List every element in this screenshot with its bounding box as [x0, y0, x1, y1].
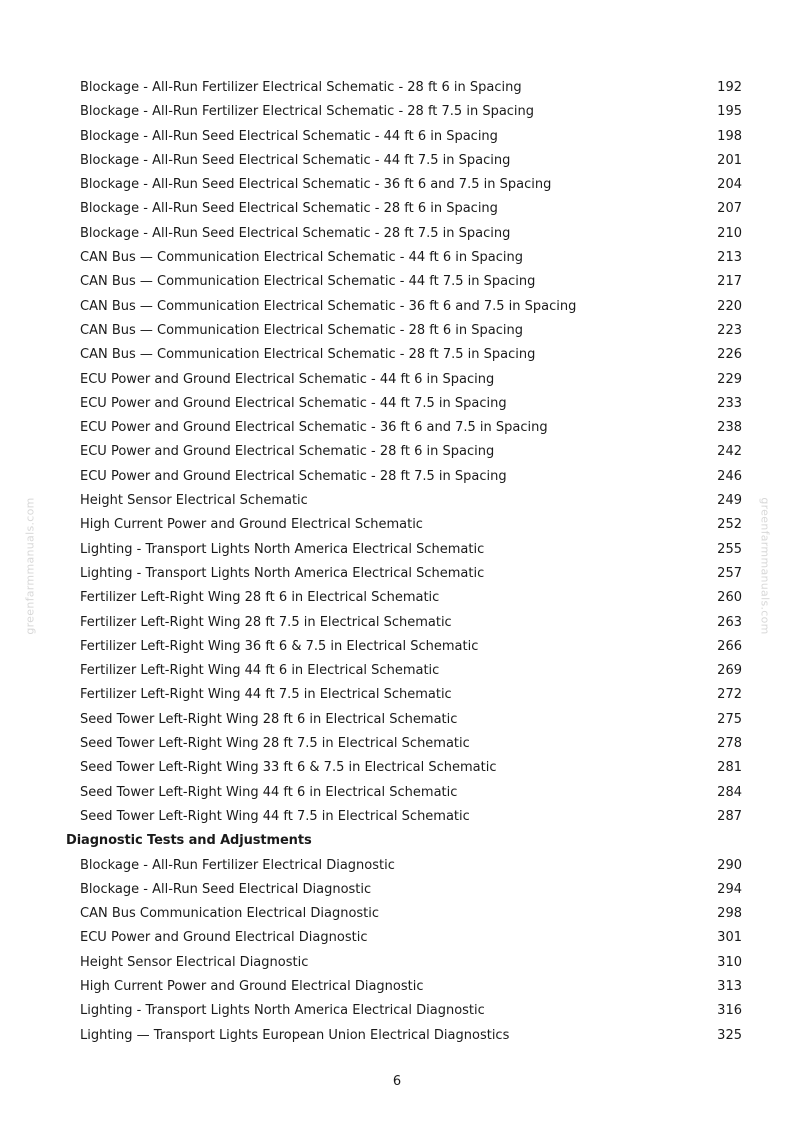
toc-entry[interactable]	[66, 661, 742, 685]
toc-entry-page: 266	[717, 638, 742, 654]
toc-entry-title: CAN Bus — Communication Electrical Schematic - 28 ft 6 in Spacing	[80, 322, 523, 338]
toc-entry[interactable]	[66, 248, 742, 272]
toc-entry[interactable]	[66, 491, 742, 515]
toc-entry-title: Lighting - Transport Lights North America Electrical Schematic	[80, 565, 485, 581]
toc-entry[interactable]	[66, 442, 742, 466]
toc-entry-title: High Current Power and Ground Electrical Schematic	[80, 517, 423, 533]
toc-entry[interactable]	[66, 758, 742, 782]
toc-entry[interactable]	[66, 102, 742, 126]
toc-entry-title: ECU Power and Ground Electrical Schematic - 28 ft 7.5 in Spacing	[80, 468, 507, 484]
toc-entry-title: Fertilizer Left-Right Wing 28 ft 6 in Electrical Schematic	[80, 590, 440, 606]
toc-entry-title: Fertilizer Left-Right Wing 44 ft 7.5 in Electrical Schematic	[80, 687, 452, 703]
toc-entry[interactable]	[66, 345, 742, 369]
toc-entry-page: 294	[717, 881, 742, 897]
toc-entry[interactable]	[66, 394, 742, 418]
toc-entry-page: 229	[717, 371, 742, 387]
toc-entry-title: ECU Power and Ground Electrical Diagnostic	[80, 930, 368, 946]
toc-entry[interactable]	[66, 418, 742, 442]
toc-entry[interactable]	[66, 613, 742, 637]
toc-entry-title: Blockage - All-Run Fertilizer Electrical Diagnostic	[80, 857, 395, 873]
toc-entry-title: Blockage - All-Run Fertilizer Electrical Schematic - 28 ft 7.5 in Spacing	[80, 104, 535, 120]
toc-entry-title: Height Sensor Electrical Schematic	[80, 493, 308, 509]
toc-entry-page: 290	[717, 857, 742, 873]
toc-entry-page: 287	[717, 808, 742, 824]
toc-entry-title: ECU Power and Ground Electrical Schematic - 28 ft 6 in Spacing	[80, 444, 495, 460]
toc-entry-page: 233	[717, 395, 742, 411]
toc-entry-page: 269	[717, 663, 742, 679]
table-of-contents	[66, 78, 742, 1050]
toc-entry[interactable]	[66, 175, 742, 199]
toc-entry-title: ECU Power and Ground Electrical Schematic - 36 ft 6 and 7.5 in Spacing	[80, 420, 548, 436]
watermark-left: greenfarmmanuals.com	[23, 497, 37, 635]
toc-entry-page: 198	[717, 128, 742, 144]
toc-entry-title: CAN Bus Communication Electrical Diagnostic	[80, 906, 380, 922]
toc-entry[interactable]	[66, 953, 742, 977]
toc-entry[interactable]	[66, 588, 742, 612]
toc-entry[interactable]	[66, 734, 742, 758]
toc-entry[interactable]	[66, 1026, 742, 1050]
toc-entry-page: 325	[717, 1027, 742, 1043]
toc-entry[interactable]	[66, 540, 742, 564]
toc-entry-title: Blockage - All-Run Seed Electrical Schematic - 28 ft 6 in Spacing	[80, 201, 498, 217]
toc-entry[interactable]	[66, 807, 742, 831]
toc-entry-page: 313	[717, 978, 742, 994]
toc-entry-title: Seed Tower Left-Right Wing 44 ft 6 in Electrical Schematic	[80, 784, 458, 800]
toc-entry-title: Fertilizer Left-Right Wing 36 ft 6 & 7.5 in Electrical Schematic	[80, 638, 479, 654]
toc-entry-page: 249	[717, 493, 742, 509]
toc-entry[interactable]	[66, 783, 742, 807]
toc-entry-title: High Current Power and Ground Electrical Diagnostic	[80, 978, 424, 994]
toc-entry-title: CAN Bus — Communication Electrical Schematic - 44 ft 6 in Spacing	[80, 250, 523, 266]
toc-entry[interactable]	[66, 880, 742, 904]
toc-entry-page: 201	[717, 152, 742, 168]
toc-entry[interactable]	[66, 928, 742, 952]
toc-entry-title: Blockage - All-Run Fertilizer Electrical Schematic - 28 ft 6 in Spacing	[80, 80, 522, 95]
toc-entry-page: 207	[717, 201, 742, 217]
toc-entry-title: Blockage - All-Run Seed Electrical Schematic - 28 ft 7.5 in Spacing	[80, 225, 511, 241]
toc-entry[interactable]	[66, 370, 742, 394]
toc-entry[interactable]	[66, 710, 742, 734]
toc-entry[interactable]	[66, 515, 742, 539]
toc-entry[interactable]	[66, 856, 742, 880]
toc-entry-title: Height Sensor Electrical Diagnostic	[80, 954, 309, 970]
toc-entry-title: Blockage - All-Run Seed Electrical Schematic - 44 ft 6 in Spacing	[80, 128, 498, 144]
toc-entry-title: CAN Bus — Communication Electrical Schematic - 28 ft 7.5 in Spacing	[80, 347, 536, 363]
toc-entry-title: Blockage - All-Run Seed Electrical Diagnostic	[80, 881, 372, 897]
toc-entry-title: Diagnostic Tests and Adjustments	[66, 833, 312, 849]
page-number: 6	[392, 1074, 402, 1089]
toc-entry-title: Fertilizer Left-Right Wing 44 ft 6 in Electrical Schematic	[80, 663, 440, 679]
toc-entry[interactable]	[66, 78, 742, 102]
toc-entry-title: Blockage - All-Run Seed Electrical Schematic - 44 ft 7.5 in Spacing	[80, 152, 511, 168]
toc-entry[interactable]	[66, 685, 742, 709]
toc-entry-title: Lighting — Transport Lights European Union Electrical Diagnostics	[80, 1027, 510, 1043]
toc-entry-page: 310	[717, 954, 742, 970]
toc-entry[interactable]	[66, 127, 742, 151]
toc-entry[interactable]	[66, 564, 742, 588]
toc-entry[interactable]	[66, 297, 742, 321]
toc-entry-page: 238	[717, 420, 742, 436]
toc-entry[interactable]	[66, 151, 742, 175]
toc-entry-page: 223	[717, 322, 742, 338]
toc-entry-page: 204	[717, 177, 742, 193]
toc-entry-title: Lighting - Transport Lights North America Electrical Schematic	[80, 541, 485, 557]
toc-entry-page: 255	[717, 541, 742, 557]
toc-entry-title: Lighting - Transport Lights North America Electrical Diagnostic	[80, 1003, 485, 1019]
toc-entry-page: 210	[717, 225, 742, 241]
toc-entry-page: 192	[717, 80, 742, 95]
toc-entry-page: 284	[717, 784, 742, 800]
toc-entry-page: 278	[717, 736, 742, 752]
toc-entry[interactable]	[66, 321, 742, 345]
toc-entry-title: ECU Power and Ground Electrical Schematic - 44 ft 6 in Spacing	[80, 371, 495, 387]
toc-entry-page: 298	[717, 906, 742, 922]
toc-entry[interactable]	[66, 977, 742, 1001]
toc-entry-page: 281	[717, 760, 742, 776]
toc-entry-page: 246	[717, 468, 742, 484]
toc-entry-title: Seed Tower Left-Right Wing 44 ft 7.5 in Electrical Schematic	[80, 808, 470, 824]
toc-entry[interactable]	[66, 637, 742, 661]
toc-entry-page: 316	[717, 1003, 742, 1019]
toc-entry-page: 263	[717, 614, 742, 630]
toc-entry-page: 217	[717, 274, 742, 290]
toc-entry[interactable]	[66, 224, 742, 248]
toc-entry-page: 275	[717, 711, 742, 727]
toc-entry[interactable]	[66, 1001, 742, 1025]
toc-entry[interactable]	[66, 272, 742, 296]
toc-entry-title: Seed Tower Left-Right Wing 33 ft 6 & 7.5 in Electrical Schematic	[80, 760, 497, 776]
toc-entry-page: 272	[717, 687, 742, 703]
toc-entry-page: 257	[717, 565, 742, 581]
toc-entry-page: 226	[717, 347, 742, 363]
toc-entry-page: 220	[717, 298, 742, 314]
toc-entry-title: CAN Bus — Communication Electrical Schematic - 44 ft 7.5 in Spacing	[80, 274, 536, 290]
toc-entry-page: 301	[717, 930, 742, 946]
toc-entry[interactable]	[66, 467, 742, 491]
toc-entry-page: 252	[717, 517, 742, 533]
toc-entry-title: ECU Power and Ground Electrical Schematic - 44 ft 7.5 in Spacing	[80, 395, 507, 411]
toc-entry[interactable]	[66, 199, 742, 223]
toc-section-heading	[66, 831, 742, 855]
toc-entry-page: 213	[717, 250, 742, 266]
toc-entry[interactable]	[66, 904, 742, 928]
toc-entry-page: 242	[717, 444, 742, 460]
toc-entry-title: Blockage - All-Run Seed Electrical Schematic - 36 ft 6 and 7.5 in Spacing	[80, 177, 552, 193]
watermark-right: greenfarmmanuals.com	[758, 497, 772, 635]
toc-entry-title: CAN Bus — Communication Electrical Schematic - 36 ft 6 and 7.5 in Spacing	[80, 298, 577, 314]
toc-entry-title: Fertilizer Left-Right Wing 28 ft 7.5 in Electrical Schematic	[80, 614, 452, 630]
toc-entry-title: Seed Tower Left-Right Wing 28 ft 6 in Electrical Schematic	[80, 711, 458, 727]
toc-entry-page: 260	[717, 590, 742, 606]
toc-entry-page: 195	[717, 104, 742, 120]
toc-entry-title: Seed Tower Left-Right Wing 28 ft 7.5 in Electrical Schematic	[80, 736, 470, 752]
